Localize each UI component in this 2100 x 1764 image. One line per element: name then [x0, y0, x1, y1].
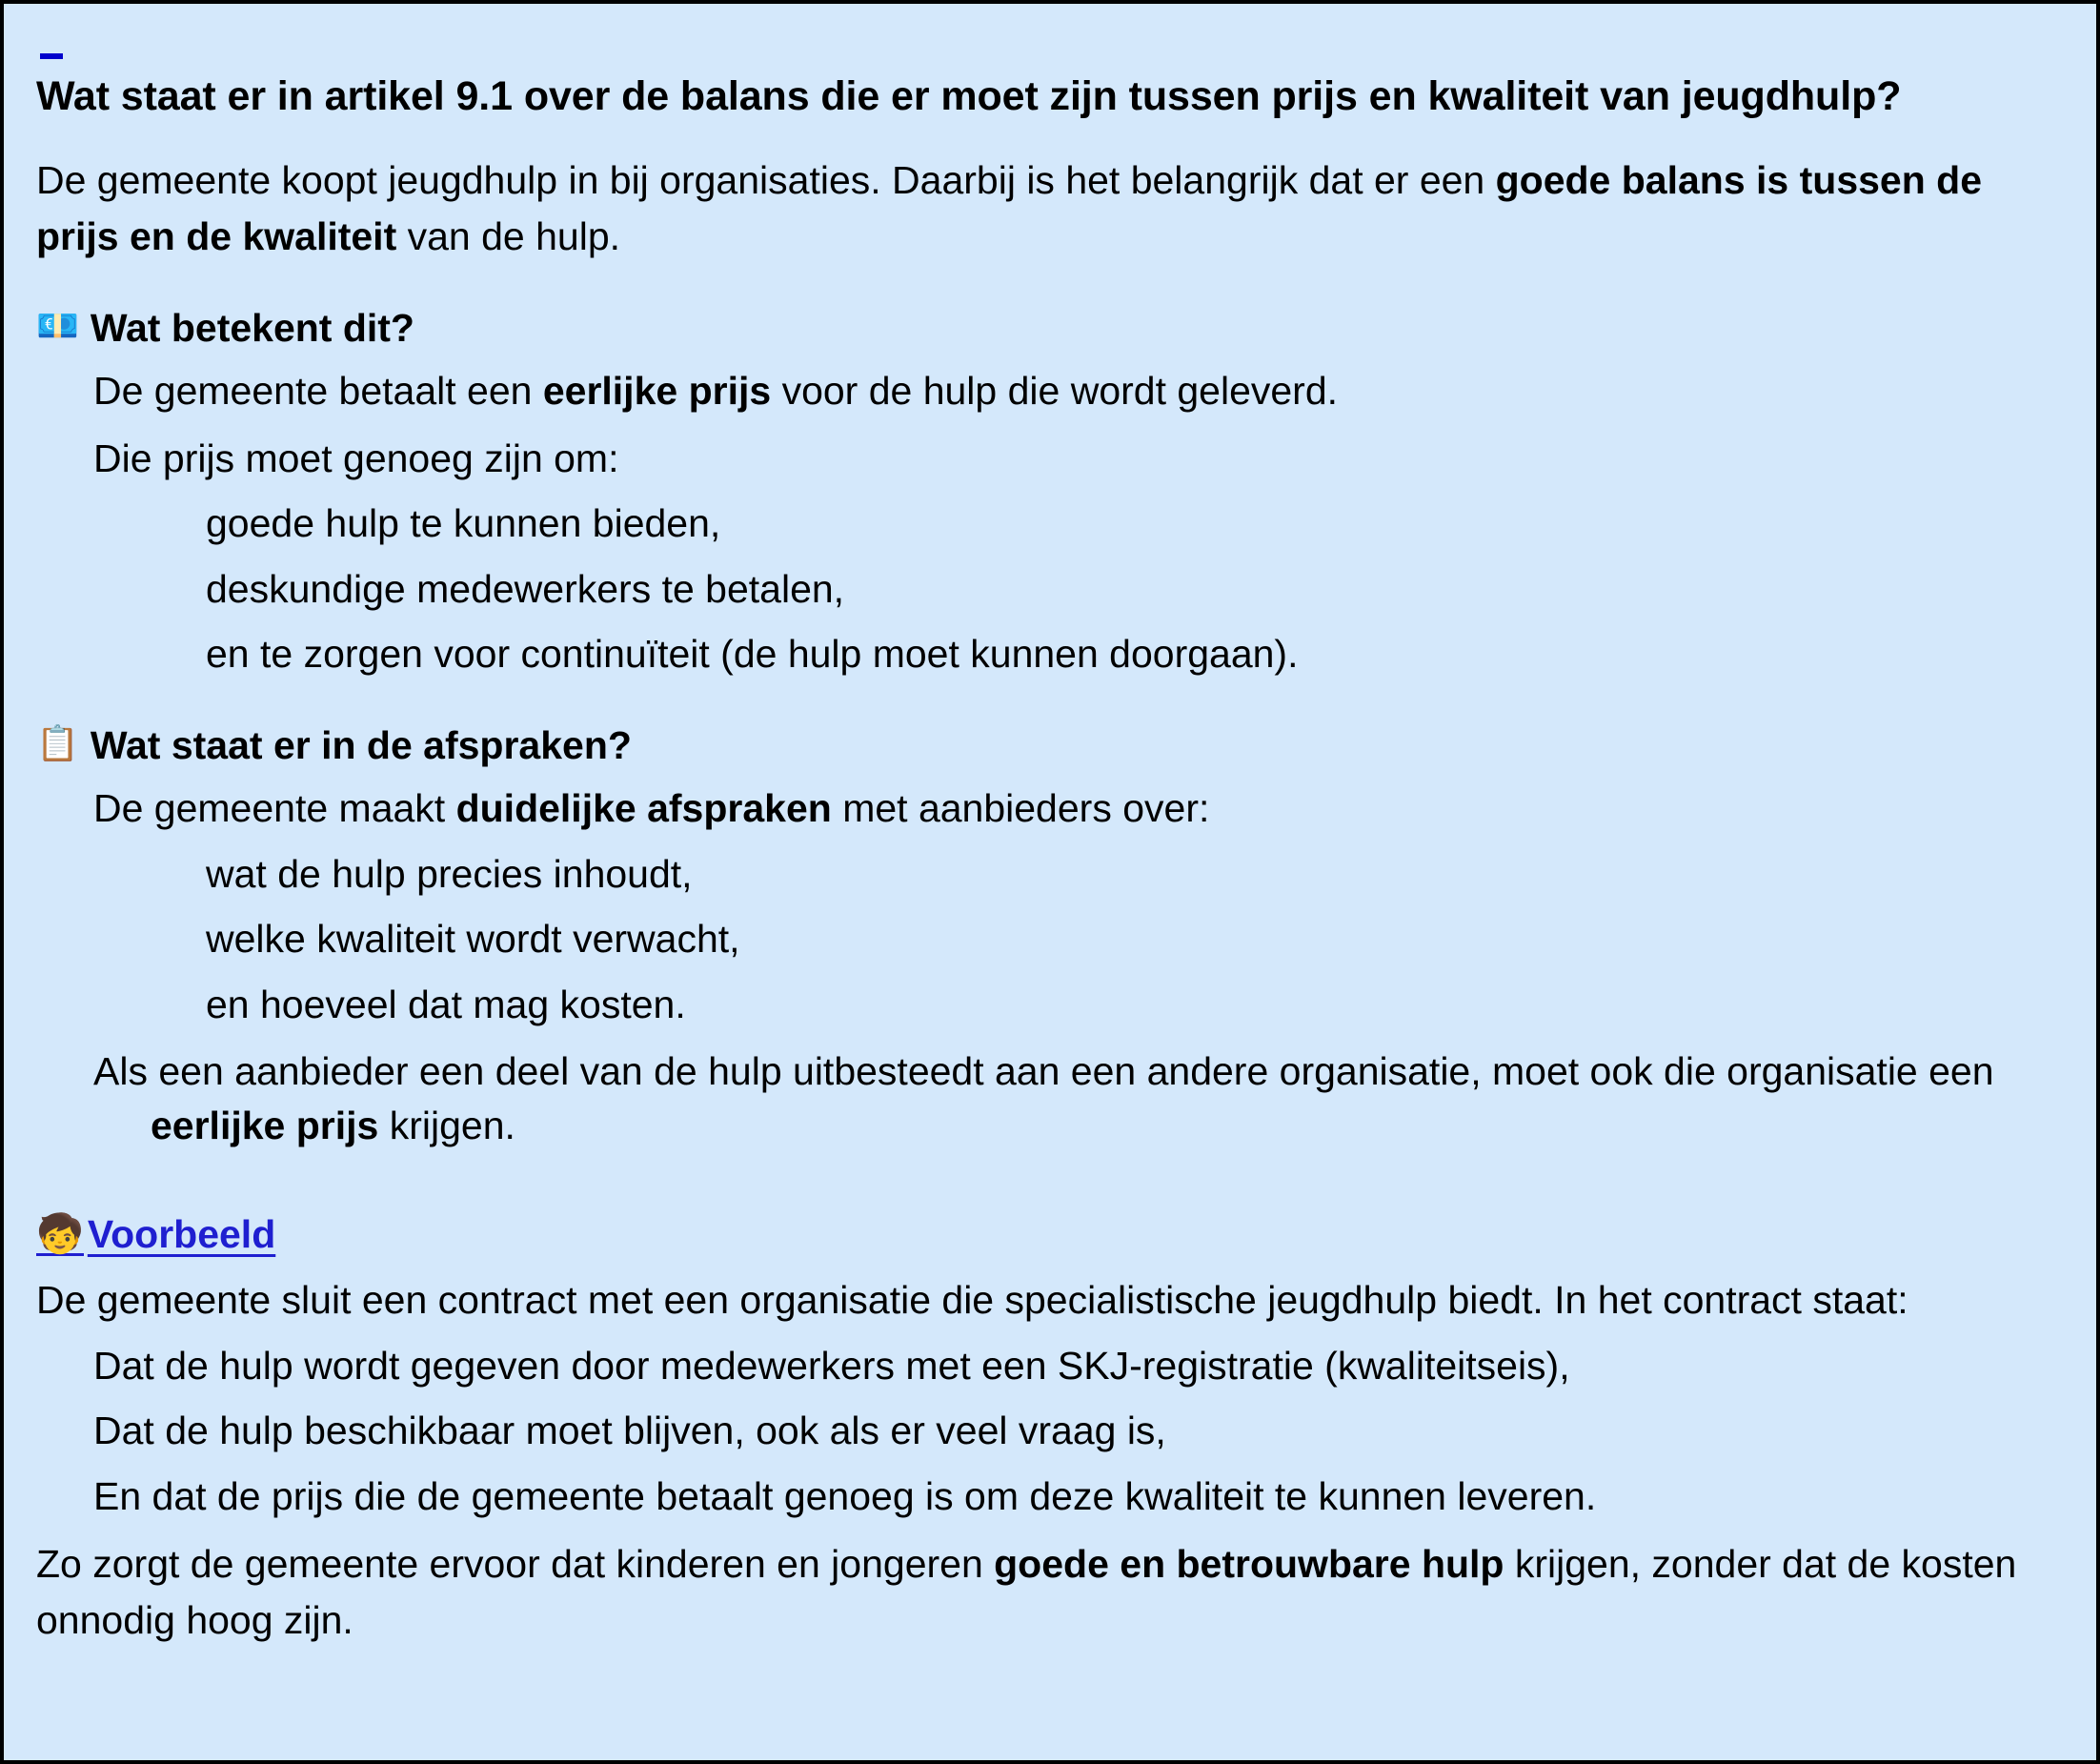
section-wat-staat-er-in-de-afspraken [34, 723, 2052, 1153]
s2c-part2: krijgen. [378, 1103, 515, 1147]
list-item: goede hulp te kunnen bieden, [206, 501, 721, 546]
section-heading-2 [36, 723, 2052, 768]
list-item: Dat de hulp wordt gegeven door medewerkers met een SKJ-registratie (kwaliteitseis), [93, 1343, 1570, 1388]
anchor-link[interactable] [40, 53, 63, 59]
exc-part2: krijgen, zonder dat de kosten onnodig hoog zijn. [36, 1542, 2017, 1642]
intro-text-part1: De gemeente koopt jeugdhulp in bij organisaties. Daarbij is het belangrijk dat er een [36, 158, 1496, 203]
s1l1-part2: voor de hulp die wordt geleverd. [771, 369, 1339, 414]
intro-paragraph [36, 152, 2028, 263]
exc-bold: goede en betrouwbare hulp [994, 1542, 1504, 1587]
section-heading-1 [36, 306, 2052, 351]
example-intro-paragraph: De gemeente sluit een contract met een organisatie die specialistische jeugdhulp biedt. In het contract staat: [36, 1277, 1908, 1322]
list-item: welke kwaliteit wordt verwacht, [206, 917, 740, 962]
clipboard-icon: 📋 [36, 722, 79, 762]
section-heading-2-label: Wat staat er in de afspraken? [90, 722, 632, 767]
exc-part1: Zo zorgt de gemeente ervoor dat kinderen en jongeren [36, 1542, 995, 1587]
s1l1-part1: De gemeente betaalt een [93, 369, 543, 414]
s2c-bold: eerlijke prijs [151, 1103, 379, 1147]
s2l1-part2: met aanbieders over: [831, 786, 1210, 831]
voorbeeld-link[interactable]: Voorbeeld [87, 1211, 276, 1256]
section-2-closing [93, 1044, 2052, 1152]
s2c-part1: Als een aanbieder een deel van de hulp uitbesteedt aan een andere organisatie, moet ook die organisatie een [93, 1049, 1994, 1094]
example-heading [36, 1212, 2052, 1257]
list-item: wat de hulp precies inhoudt, [206, 851, 693, 896]
list-item: deskundige medewerkers te betalen, [206, 566, 845, 611]
s2l1-bold: duidelijke afspraken [455, 786, 832, 831]
intro-bold-balans: goede balans is tussen de prijs en de kwaliteit [36, 158, 1983, 258]
page-title: Wat staat er in artikel 9.1 over de balans die er moet zijn tussen prijs en kwaliteit van jeugdhulp? [36, 73, 1902, 119]
intro-text-part2: van de hulp. [396, 213, 621, 258]
s2l1-part1: De gemeente maakt [93, 786, 456, 831]
list-item: en hoeveel dat mag kosten. [206, 982, 686, 1026]
list-item: En dat de prijs die de gemeente betaalt genoeg is om deze kwaliteit te kunnen leveren. [93, 1473, 1597, 1518]
list-item: en te zorgen voor continuïteit (de hulp moet kunnen doorgaan). [206, 632, 1299, 677]
section-1-line-1 [93, 364, 2028, 418]
example-closing-paragraph [36, 1536, 2018, 1647]
child-face-icon: 🧒 [36, 1212, 84, 1255]
section-heading-1-label: Wat betekent dit? [90, 305, 414, 350]
list-item: Dat de hulp beschikbaar moet blijven, ook als er veel vraag is, [93, 1409, 1166, 1453]
section-2-line-1 [93, 781, 2028, 836]
s1l1-bold: eerlijke prijs [542, 369, 772, 414]
section-wat-betekent-dit [34, 306, 2052, 681]
euro-banknote-icon: 💶 [36, 305, 79, 345]
section-1-line-2: Die prijs moet genoeg zijn om: [93, 436, 619, 480]
